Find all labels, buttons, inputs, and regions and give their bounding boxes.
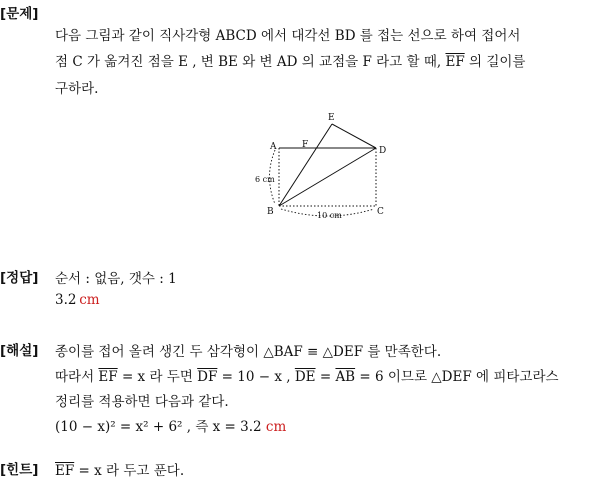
- segment-df: $\overline{DF}$: [197, 369, 218, 385]
- segment-ef: $\overline{EF}$: [98, 369, 118, 385]
- side-ed: [332, 124, 376, 148]
- solution-unit: cm: [265, 419, 287, 435]
- side-be: [279, 124, 332, 206]
- solution-line-1: 종이를 접어 올려 생긴 두 삼각형이 △BAF ≡ △DEF 를 만족한다.: [55, 344, 442, 360]
- solution-equation-text: (10 − x)² = x² + 6² , 즉 x = 3.2: [55, 419, 266, 435]
- label-c: C: [377, 207, 384, 217]
- problem-line-2-text-b: 의 길이를: [464, 54, 526, 70]
- solution-equation: [55, 415, 286, 435]
- diagonal-bd: [279, 148, 376, 206]
- folded-rectangle-figure: [248, 105, 398, 225]
- segment-ef: $\overline{EF}$: [445, 54, 465, 70]
- answer-value: 3.2: [55, 292, 77, 308]
- problem-header: [문제]: [0, 6, 39, 22]
- problem-line-1: 다음 그림과 같이 직사각형 ABCD 에서 대각선 BD 를 접는 선으로 하여 접어서: [55, 28, 521, 44]
- solution-header: [해설]: [0, 343, 39, 359]
- segment-ef: $\overline{EF}$: [55, 463, 75, 479]
- solution-line-2: [55, 365, 559, 385]
- answer-value-line: [55, 292, 100, 308]
- segment-de: $\overline{DE}$: [294, 369, 316, 385]
- solution-line-2-text-b: = x 라 두면: [117, 369, 198, 385]
- problem-line-2-text-a: 점 C 가 옮겨진 점을 E , 변 BE 와 변 AD 의 교점을 F 라고 할 때,: [55, 54, 446, 70]
- label-length-ab: 6 cm: [255, 175, 275, 184]
- answer-header: [정답]: [0, 270, 39, 286]
- label-length-bc: 10 cm: [317, 211, 342, 220]
- solution-line-2-text-e: = 6 이므로 △DEF 에 피타고라스: [355, 369, 559, 385]
- label-f: F: [302, 140, 309, 150]
- segment-ab: $\overline{AB}$: [335, 369, 356, 385]
- hint-line: [55, 459, 184, 479]
- label-d: D: [379, 146, 387, 156]
- problem-line-3: 구하라.: [55, 81, 99, 97]
- solution-line-3: 정리를 적용하면 다음과 같다.: [55, 394, 229, 410]
- label-a: A: [270, 142, 277, 152]
- solution-line-2-text-a: 따라서: [55, 369, 99, 385]
- solution-line-2-text-d: =: [315, 369, 336, 385]
- label-b: B: [267, 207, 274, 217]
- hint-text: = x 라 두고 푼다.: [74, 463, 185, 479]
- problem-line-2: [55, 50, 525, 70]
- solution-line-2-text-c: = 10 − x ,: [217, 369, 295, 385]
- label-e: E: [328, 113, 335, 123]
- hint-header: [힌트]: [0, 462, 39, 478]
- answer-order-count: 순서 : 없음, 갯수 : 1: [55, 271, 177, 287]
- answer-unit: cm: [79, 292, 100, 308]
